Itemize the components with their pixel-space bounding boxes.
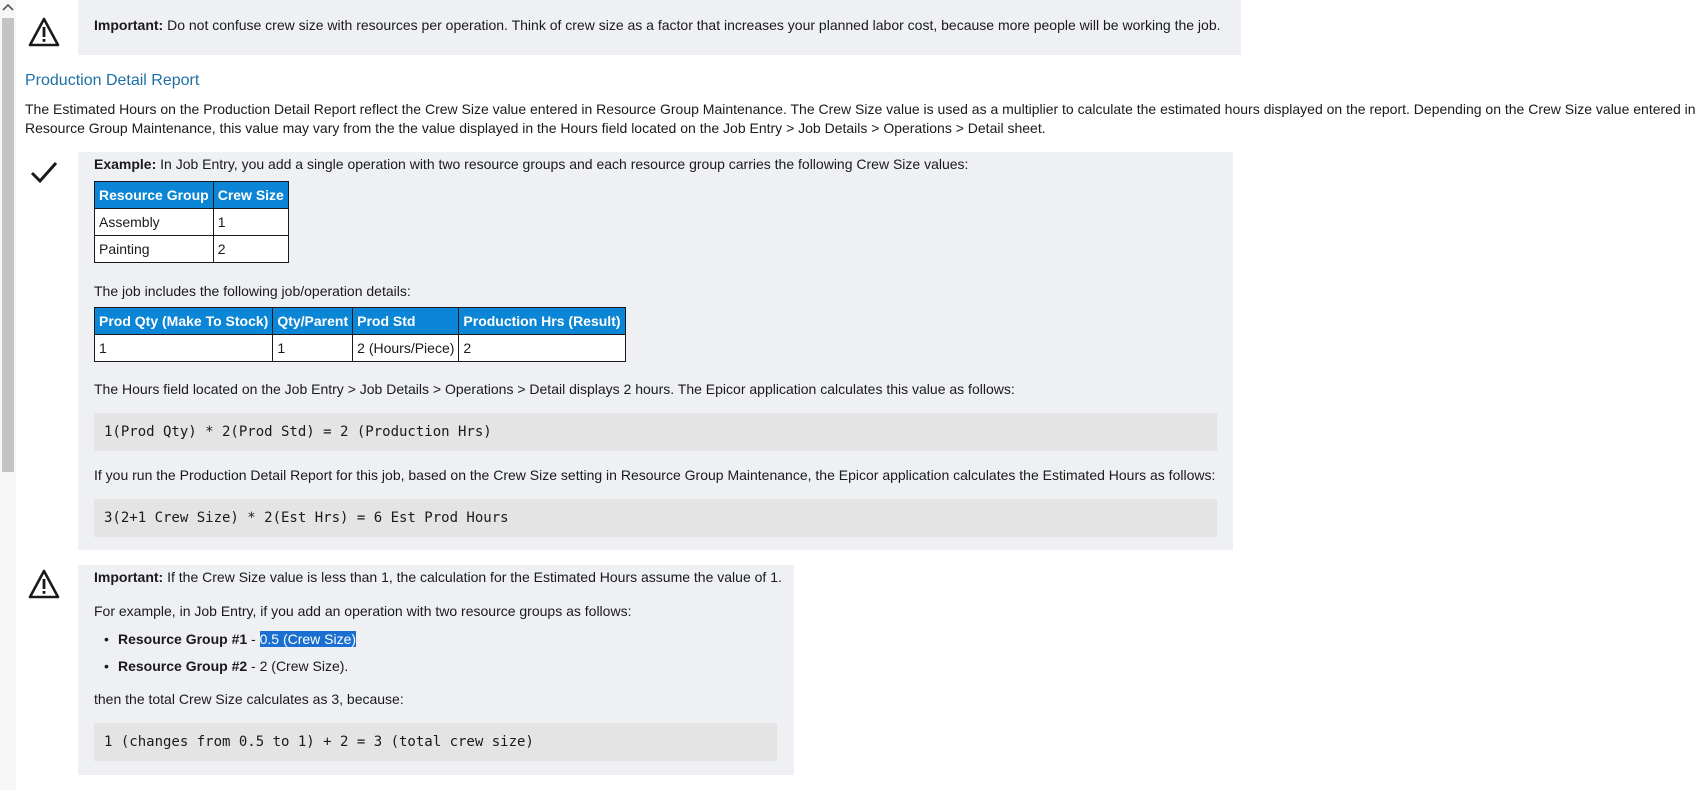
important-note-top (78, 0, 1241, 55)
note-label: Important: (94, 569, 164, 585)
warning-triangle-icon (28, 568, 60, 600)
code-block: 3(2+1 Crew Size) * 2(Est Hrs) = 6 Est Prod Hours (94, 499, 1217, 537)
table-cell: 1 (213, 209, 288, 236)
table-cell: 2 (459, 335, 625, 362)
note-label: Important: (94, 17, 164, 33)
code-block: 1(Prod Qty) * 2(Prod Std) = 2 (Production Hrs) (94, 413, 1217, 451)
column-header: Crew Size (213, 182, 288, 209)
column-header: Qty/Parent (273, 308, 353, 335)
vertical-scrollbar[interactable] (0, 0, 16, 790)
list-item (78, 656, 356, 683)
for-example-text: For example, in Job Entry, if you add an operation with two resource groups as follows: (94, 603, 632, 619)
paragraph-line: The Estimated Hours on the Production Detail Report reflect the Crew Size value entered in Resource Group Maintenance. The Crew Size value is used as a multiplier to calculate the estimated hours displayed on the report. Depending on the Crew Size value entered in (25, 101, 1696, 117)
note-text: Do not confuse crew size with resources per operation. Think of crew size as a factor that increases your planned labor cost, because more people will be working the job. (167, 17, 1221, 33)
table-cell: 2 (Hours/Piece) (353, 335, 459, 362)
important-note-bottom (78, 565, 794, 775)
column-header: Production Hrs (Result) (459, 308, 625, 335)
column-header: Prod Qty (Make To Stock) (95, 308, 273, 335)
section-heading: Production Detail Report (25, 72, 200, 89)
table-cell: 1 (95, 335, 273, 362)
then-text: then the total Crew Size calculates as 3, because: (94, 691, 404, 707)
job-operation-table (94, 307, 626, 362)
chevron-up-icon[interactable] (0, 0, 16, 16)
example-box (78, 152, 1233, 550)
code-block: 1 (changes from 0.5 to 1) + 2 = 3 (total crew size) (94, 723, 777, 761)
bullet-sep: - (247, 658, 260, 674)
column-header: Prod Std (353, 308, 459, 335)
warning-triangle-icon (28, 16, 60, 48)
bullet-value: 2 (Crew Size). (259, 658, 349, 674)
checkmark-icon (28, 156, 60, 188)
section-paragraph (25, 100, 1696, 138)
job-details-intro: The job includes the following job/operation details: (94, 283, 411, 299)
resource-group-list (78, 629, 356, 683)
scrollbar-thumb[interactable] (2, 18, 14, 472)
column-header: Resource Group (95, 182, 214, 209)
selected-text[interactable]: 0.5 (Crew Size) (259, 631, 357, 647)
crew-size-table (94, 181, 289, 263)
table-row (95, 236, 289, 263)
table-cell: 1 (273, 335, 353, 362)
bullet-name: Resource Group #2 (118, 658, 248, 674)
table-cell: Assembly (95, 209, 214, 236)
table-row (95, 335, 626, 362)
example-text: In Job Entry, you add a single operation with two resource groups and each resource group carries the following Crew Size values: (160, 156, 969, 172)
table-cell: 2 (213, 236, 288, 263)
table-cell: Painting (95, 236, 214, 263)
bullet-sep: - (247, 631, 260, 647)
paragraph-line: Resource Group Maintenance, this value may vary from the the value displayed in the Hours field located on the Job Entry > Job Details > Operations > Detail sheet. (25, 120, 1046, 136)
report-run-text: If you run the Production Detail Report for this job, based on the Crew Size setting in Resource Group Maintenance, the Epicor application calculates the Estimated Hours as follows: (94, 467, 1216, 483)
list-item (78, 629, 356, 656)
table-row (95, 209, 289, 236)
example-label: Example: (94, 156, 157, 172)
bullet-name: Resource Group #1 (118, 631, 248, 647)
note-text: If the Crew Size value is less than 1, the calculation for the Estimated Hours assume the value of 1. (167, 569, 782, 585)
hours-field-text: The Hours field located on the Job Entry > Job Details > Operations > Detail displays 2 hours. The Epicor application calculates this value as follows: (94, 381, 1015, 397)
